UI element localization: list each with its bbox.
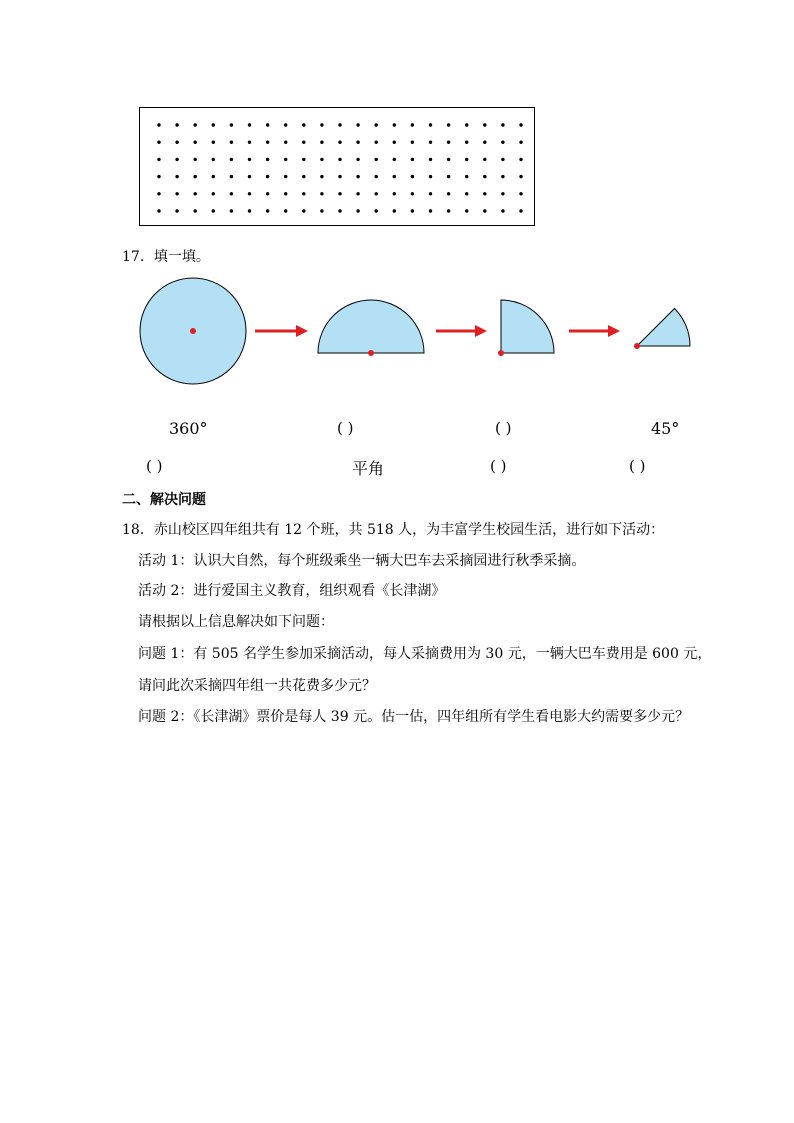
grid-dot xyxy=(212,209,215,212)
quarter-center-dot xyxy=(498,350,504,356)
grid-dot xyxy=(157,192,160,195)
problem-1-line-2: 请问此次采摘四年组一共花费多少元？ xyxy=(138,678,376,694)
grid-dot xyxy=(429,175,432,178)
grid-dot xyxy=(483,141,486,144)
grid-dot xyxy=(411,141,414,144)
grid-dot xyxy=(393,209,396,212)
grid-dot xyxy=(375,209,378,212)
grid-dot xyxy=(302,209,305,212)
grid-dot xyxy=(483,209,486,212)
grid-dot xyxy=(447,123,450,126)
grid-dot xyxy=(501,141,504,144)
grid-dot xyxy=(356,158,359,161)
eighth-sector-shape xyxy=(637,309,690,347)
activity-2: 活动 2：进行爱国主义教育，组织观看《长津湖》 xyxy=(138,583,446,599)
grid-dot xyxy=(175,141,178,144)
grid-dot xyxy=(393,141,396,144)
full-circle-center-dot xyxy=(190,328,196,334)
eighth-name-blank[interactable]: ( ) xyxy=(629,457,646,475)
grid-dot xyxy=(465,175,468,178)
grid-dot xyxy=(175,123,178,126)
grid-dot xyxy=(356,123,359,126)
semicircle-name-label: 平角 xyxy=(352,459,385,478)
grid-dot xyxy=(519,209,522,212)
grid-dot xyxy=(230,175,233,178)
arrow-3 xyxy=(569,325,620,337)
grid-dot xyxy=(375,192,378,195)
grid-dot xyxy=(266,123,269,126)
grid-dot xyxy=(465,158,468,161)
angle-figures xyxy=(130,275,710,390)
grid-dot xyxy=(447,209,450,212)
grid-dot xyxy=(356,175,359,178)
grid-dot xyxy=(230,123,233,126)
grid-dot xyxy=(248,192,251,195)
grid-dot xyxy=(266,209,269,212)
grid-dot xyxy=(320,192,323,195)
grid-dot xyxy=(302,175,305,178)
grid-dot xyxy=(212,158,215,161)
dot-grid-box xyxy=(139,107,535,226)
grid-dot xyxy=(266,158,269,161)
grid-dot xyxy=(302,192,305,195)
full-circle-name-blank[interactable]: ( ) xyxy=(146,457,163,475)
section-2-title: 二、解决问题 xyxy=(122,492,206,508)
grid-dot xyxy=(393,123,396,126)
grid-dot xyxy=(194,123,197,126)
arrow-1 xyxy=(255,325,308,337)
problem-prompt: 请根据以上信息解决如下问题： xyxy=(138,614,334,630)
grid-dot xyxy=(175,209,178,212)
full-circle-degree-label: 360° xyxy=(169,419,208,438)
grid-dot xyxy=(320,158,323,161)
arrow-2 xyxy=(436,325,487,337)
grid-dot xyxy=(320,209,323,212)
activity-1: 活动 1：认识大自然，每个班级乘坐一辆大巴车去采摘园进行秋季采摘。 xyxy=(138,553,586,569)
eighth-center-dot xyxy=(634,343,640,349)
grid-dot xyxy=(194,158,197,161)
grid-dot xyxy=(393,192,396,195)
question-17-label: 17．填一填。 xyxy=(122,249,210,265)
grid-dot xyxy=(212,192,215,195)
grid-dot xyxy=(157,141,160,144)
grid-dot xyxy=(501,158,504,161)
grid-dot xyxy=(157,158,160,161)
grid-dot xyxy=(302,158,305,161)
grid-dot xyxy=(465,209,468,212)
grid-dot xyxy=(519,192,522,195)
grid-dot xyxy=(519,175,522,178)
grid-dot xyxy=(230,209,233,212)
grid-dot xyxy=(447,158,450,161)
grid-dot xyxy=(194,141,197,144)
grid-dot xyxy=(248,141,251,144)
grid-dot xyxy=(519,158,522,161)
grid-dot xyxy=(284,175,287,178)
grid-dot xyxy=(411,175,414,178)
grid-dot xyxy=(230,158,233,161)
problem-2: 问题 2：《长津湖》票价是每人 39 元。估一估，四年组所有学生看电影大约需要多少元？ xyxy=(138,709,690,725)
grid-dot xyxy=(429,141,432,144)
grid-dot xyxy=(230,192,233,195)
grid-dot xyxy=(429,209,432,212)
grid-dot xyxy=(284,158,287,161)
grid-dot xyxy=(429,123,432,126)
grid-dot xyxy=(483,192,486,195)
grid-dot xyxy=(320,175,323,178)
grid-dot xyxy=(483,158,486,161)
quarter-circle-shape xyxy=(501,300,554,353)
problem-1-line-1: 问题 1：有 505 名学生参加采摘活动，每人采摘费用为 30 元，一辆大巴车费用是 600 元， xyxy=(138,646,712,662)
grid-dot xyxy=(194,192,197,195)
grid-dot xyxy=(447,192,450,195)
grid-dot xyxy=(175,158,178,161)
grid-dot xyxy=(356,209,359,212)
grid-dot xyxy=(248,209,251,212)
grid-dot xyxy=(284,192,287,195)
quarter-degree-blank[interactable]: ( ) xyxy=(495,419,512,437)
grid-dot xyxy=(375,123,378,126)
grid-dot xyxy=(266,175,269,178)
grid-dot xyxy=(302,141,305,144)
grid-dot xyxy=(194,209,197,212)
grid-dot xyxy=(411,123,414,126)
grid-dot xyxy=(338,192,341,195)
quarter-name-blank[interactable]: ( ) xyxy=(490,457,507,475)
grid-dot xyxy=(284,123,287,126)
grid-dot xyxy=(519,141,522,144)
grid-dot xyxy=(320,141,323,144)
grid-dot xyxy=(157,175,160,178)
grid-dot xyxy=(338,209,341,212)
semicircle-shape xyxy=(318,300,424,353)
grid-dot xyxy=(429,158,432,161)
grid-dot xyxy=(483,123,486,126)
grid-dot xyxy=(248,123,251,126)
grid-dot xyxy=(320,123,323,126)
grid-dot xyxy=(338,158,341,161)
grid-dot xyxy=(465,123,468,126)
grid-dot xyxy=(157,123,160,126)
grid-dot xyxy=(338,141,341,144)
grid-dot xyxy=(375,158,378,161)
grid-dot xyxy=(248,158,251,161)
grid-dot xyxy=(501,175,504,178)
grid-dot xyxy=(411,209,414,212)
semicircle-center-dot xyxy=(368,350,374,356)
grid-dot xyxy=(248,175,251,178)
grid-dot xyxy=(302,123,305,126)
semicircle-degree-blank[interactable]: ( ) xyxy=(337,419,354,437)
grid-dot xyxy=(157,209,160,212)
grid-dot xyxy=(338,175,341,178)
grid-dot xyxy=(266,141,269,144)
grid-dot xyxy=(501,123,504,126)
grid-dot xyxy=(393,175,396,178)
grid-dot xyxy=(501,209,504,212)
grid-dot xyxy=(194,175,197,178)
grid-dot xyxy=(356,141,359,144)
grid-dot xyxy=(212,141,215,144)
grid-dot xyxy=(393,158,396,161)
grid-dot xyxy=(356,192,359,195)
grid-dot xyxy=(411,192,414,195)
grid-dot xyxy=(284,141,287,144)
grid-dot xyxy=(212,123,215,126)
grid-dot xyxy=(175,192,178,195)
grid-dot xyxy=(212,175,215,178)
grid-dot xyxy=(429,192,432,195)
grid-dot xyxy=(230,141,233,144)
grid-dot xyxy=(284,209,287,212)
grid-dot xyxy=(519,123,522,126)
question-18-intro: 18．赤山校区四年组共有 12 个班，共 518 人，为丰富学生校园生活，进行如下活动： xyxy=(122,522,665,538)
dot-grid xyxy=(140,108,534,225)
grid-dot xyxy=(465,192,468,195)
grid-dot xyxy=(375,175,378,178)
grid-dot xyxy=(465,141,468,144)
grid-dot xyxy=(483,175,486,178)
eighth-degree-label: 45° xyxy=(651,419,680,438)
grid-dot xyxy=(175,175,178,178)
grid-dot xyxy=(447,141,450,144)
grid-dot xyxy=(266,192,269,195)
grid-dot xyxy=(447,175,450,178)
grid-dot xyxy=(411,158,414,161)
grid-dot xyxy=(501,192,504,195)
grid-dot xyxy=(375,141,378,144)
grid-dot xyxy=(338,123,341,126)
